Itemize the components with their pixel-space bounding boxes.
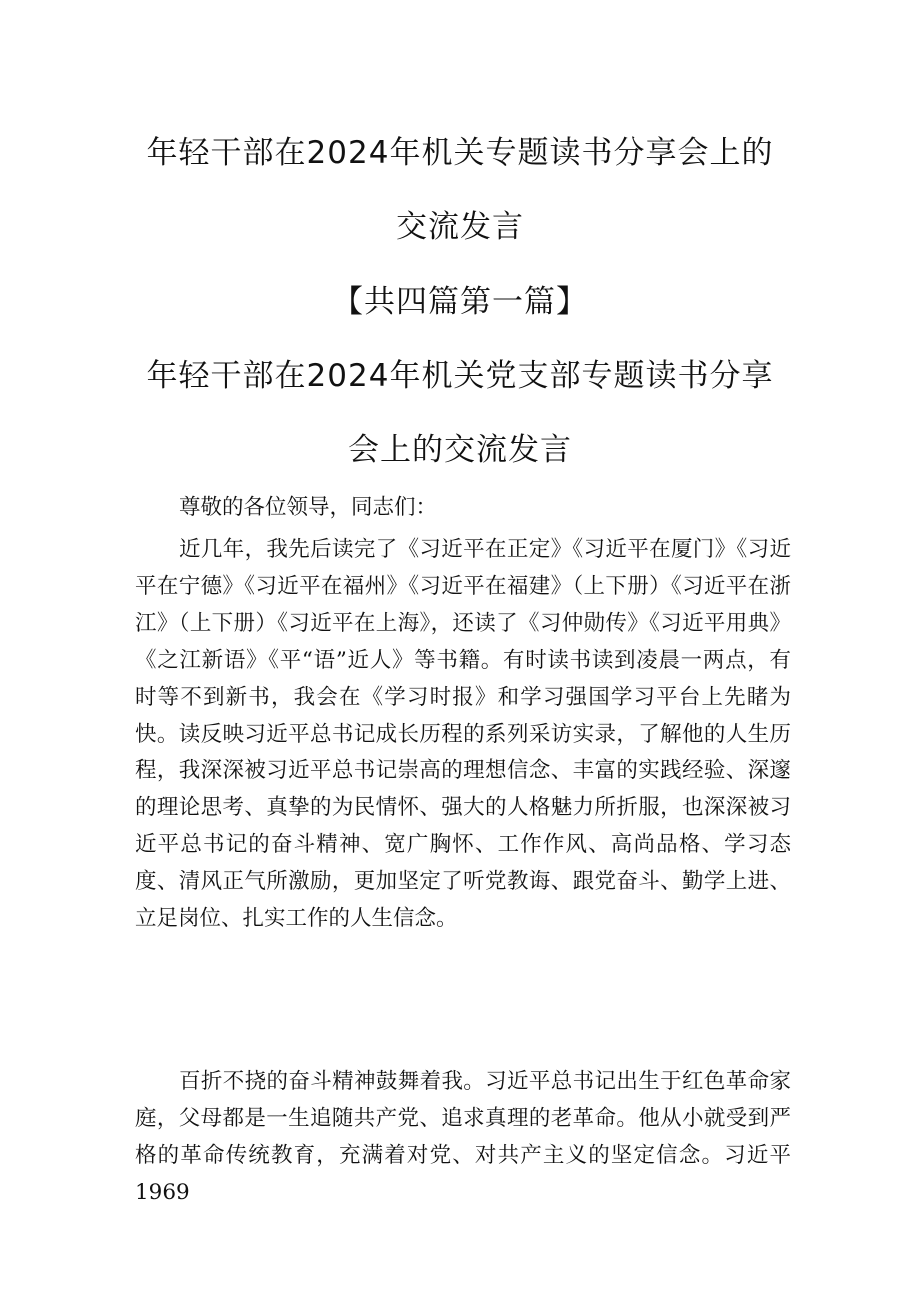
paragraph-1: 近几年，我先后读完了《习近平在正定》《习近平在厦门》《习近平在宁德》《习近平在福州》《习近平在福建》（上下册）《习近平在浙江》（上下册）《习近平在上海》，还读了《习仲勋传》《习近平用典》《之江新语》《平“语”近人》等书籍。有时读书读到凌晨一两点，有时等不到新书，我会在《学习时报》和学习强国学习平台上先睹为快。读反映习近平总书记成长历程的系列采访实录，了解他的人生历程，我深深被习近平总书记崇高的理想信念、丰富的实践经验、深邃的理论思考、真挚的为民情怀、强大的人格魅力所折服，也深深被习近平总书记的奋斗精神、宽广胸怀、工作作风、高尚品格、学习态度、清风正气所激励，更加坚定了听党教诲、跟党奋斗、勤学上进、立足岗位、扎实工作的人生信念。 bbox=[135, 537, 791, 932]
salutation: 尊敬的各位领导，同志们： bbox=[179, 495, 438, 520]
title-line-2: 交流发言 bbox=[396, 209, 524, 245]
subtitle-line-1: 年轻干部在2024年机关党支部专题读书分享 bbox=[146, 358, 774, 394]
subtitle-line-2: 会上的交流发言 bbox=[348, 432, 572, 468]
paragraph-2: 百折不挠的奋斗精神鼓舞着我。习近平总书记出生于红色革命家庭，父母都是一生追随共产党、追求真理的老革命。他从小就受到严格的革命传统教育，充满着对党、对共产主义的坚定信念。习近平1969 bbox=[135, 1069, 791, 1205]
series-label: 【共四篇第一篇】 bbox=[332, 284, 588, 320]
title-line-1: 年轻干部在2024年机关专题读书分享会上的 bbox=[146, 135, 774, 171]
